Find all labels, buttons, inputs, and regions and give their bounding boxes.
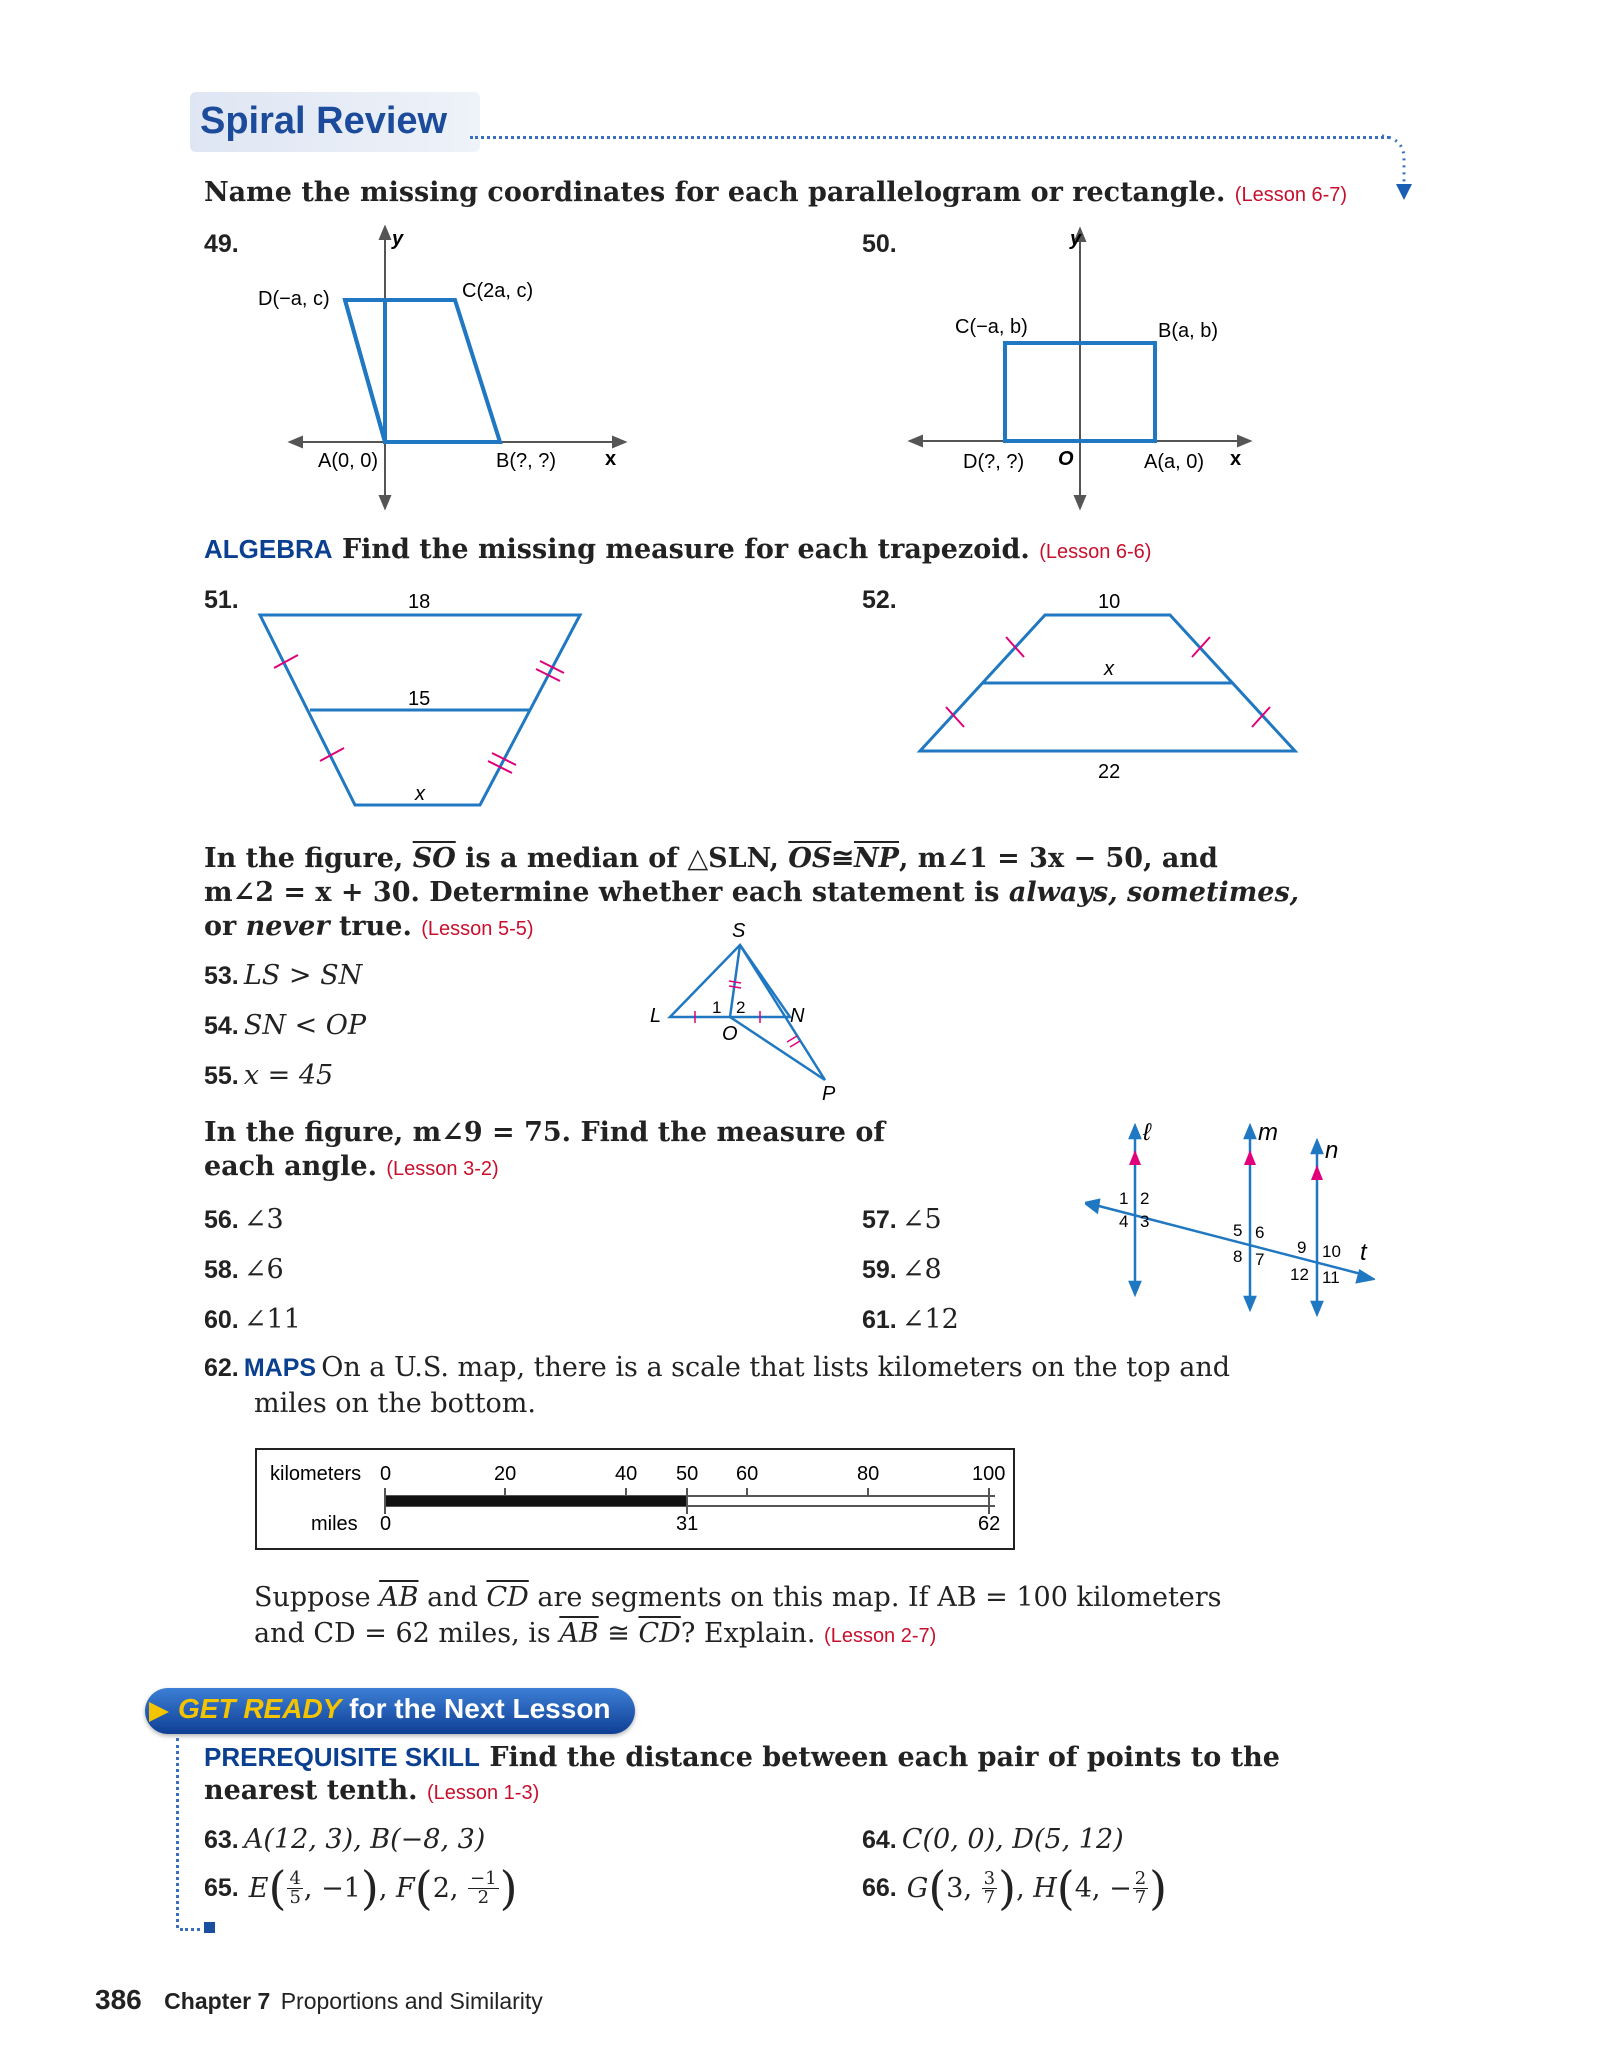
point-H: H bbox=[1033, 1872, 1057, 1904]
text: nearest tenth. bbox=[204, 1775, 418, 1806]
segment-NP: $\overline{NP}$ bbox=[854, 843, 899, 874]
problem-text: miles on the bottom. bbox=[254, 1388, 536, 1419]
problem-text: LS > SN bbox=[243, 960, 363, 991]
problem-number: 54. bbox=[204, 1012, 239, 1040]
parallel-lines-figure bbox=[1085, 1120, 1375, 1320]
prereq-line1 bbox=[204, 1740, 1280, 1775]
problem-number: 60. bbox=[204, 1306, 239, 1334]
text: , m∠1 = 3x − 50, and bbox=[898, 843, 1218, 874]
angle-label: 9 bbox=[1297, 1238, 1307, 1257]
angles-text-line2 bbox=[204, 1150, 499, 1186]
get-ready-dotted-end bbox=[180, 1928, 200, 1931]
lesson-ref: (Lesson 6-7) bbox=[1234, 184, 1348, 206]
get-ready-dotted-rule bbox=[176, 1738, 179, 1928]
chapter-title: Proportions and Similarity bbox=[280, 1988, 543, 2014]
mi-tick-label: 62 bbox=[978, 1513, 1001, 1535]
paren-close: ) bbox=[998, 1861, 1017, 1915]
text: ? Explain. bbox=[680, 1618, 816, 1649]
angle-1-label: 1 bbox=[712, 998, 722, 1017]
text: never bbox=[245, 911, 330, 942]
text: and bbox=[427, 1582, 478, 1613]
line-n-label: n bbox=[1325, 1137, 1339, 1164]
maps-question-line1 bbox=[254, 1582, 1222, 1613]
angle-label: 2 bbox=[1140, 1189, 1150, 1208]
lesson-ref: (Lesson 2-7) bbox=[824, 1625, 937, 1647]
mi-tick-label: 0 bbox=[380, 1513, 392, 1535]
problem-text: ∠3 bbox=[243, 1204, 284, 1235]
triangle-median-figure bbox=[640, 915, 870, 1105]
axis-x-label: x bbox=[605, 448, 617, 470]
problem-number: 66. bbox=[862, 1873, 897, 1902]
denominator: 7 bbox=[1134, 1886, 1147, 1908]
segment-CD: $\overline{CD}$ bbox=[638, 1618, 681, 1649]
spiral-dotted-rule bbox=[470, 136, 1390, 139]
lesson-ref: (Lesson 3-2) bbox=[386, 1158, 499, 1180]
kilometers-label: kilometers bbox=[270, 1463, 362, 1485]
coordinate: −1 bbox=[321, 1872, 361, 1904]
problem-number: 62. bbox=[204, 1354, 239, 1382]
numerator: 2 bbox=[1134, 1867, 1147, 1889]
problem-61 bbox=[862, 1304, 959, 1335]
text: m∠2 = x + 30. Determine whether each statement is bbox=[204, 877, 1000, 908]
chapter-label: Chapter 7 bbox=[164, 1988, 271, 2014]
point-P-label: P bbox=[822, 1083, 836, 1105]
trapezoid-top-label: 10 bbox=[1098, 591, 1121, 613]
problem-62 bbox=[204, 1352, 1230, 1383]
get-ready-title bbox=[178, 1693, 611, 1725]
angle-label: 3 bbox=[1140, 1212, 1150, 1231]
coordinate: 4 bbox=[1074, 1872, 1092, 1904]
problem-54 bbox=[204, 1010, 366, 1041]
spiral-instruction: Name the missing coordinates for each parallelogram or rectangle. bbox=[204, 177, 1226, 208]
km-tick-label: 80 bbox=[857, 1463, 880, 1485]
angle-label: 1 bbox=[1119, 1189, 1129, 1208]
trapezoid-51-figure bbox=[250, 585, 600, 815]
point-D-label: D(?, ?) bbox=[963, 451, 1025, 473]
trapezoid-bottom-label: 22 bbox=[1098, 761, 1121, 783]
denominator: 5 bbox=[289, 1886, 301, 1908]
text: is a median of △SLN, bbox=[465, 843, 779, 874]
minus-sign: − bbox=[1109, 1872, 1132, 1904]
vertex-N-label: N bbox=[790, 1005, 805, 1027]
map-scale-figure bbox=[255, 1448, 1015, 1550]
miles-label: miles bbox=[311, 1513, 358, 1535]
problem-text: On a U.S. map, there is a scale that lists kilometers on the top and bbox=[321, 1352, 1230, 1383]
banner-arrow-icon bbox=[147, 1700, 171, 1724]
mi-tick-label: 31 bbox=[676, 1513, 699, 1535]
line-t-label: t bbox=[1360, 1239, 1367, 1266]
vertex-S-label: S bbox=[732, 920, 746, 942]
paren-open: ( bbox=[928, 1861, 947, 1915]
text: or bbox=[204, 911, 237, 942]
problem-text: x = 45 bbox=[243, 1060, 334, 1091]
angle-label: 8 bbox=[1233, 1247, 1243, 1266]
km-tick-label: 20 bbox=[494, 1463, 517, 1485]
midsegment-label: 15 bbox=[408, 688, 431, 710]
trapezoid-top-label: 18 bbox=[408, 591, 431, 613]
numerator: −1 bbox=[470, 1867, 497, 1889]
axis-y-label: y bbox=[392, 228, 404, 250]
paren-open: ( bbox=[1056, 1861, 1075, 1915]
point-A-label: A(0, 0) bbox=[318, 450, 379, 472]
problem-number: 61. bbox=[862, 1306, 897, 1334]
fraction bbox=[1133, 1867, 1148, 1908]
fraction bbox=[287, 1867, 302, 1908]
km-tick-label: 40 bbox=[615, 1463, 638, 1485]
angle-2-label: 2 bbox=[736, 998, 746, 1017]
text: and CD = 62 miles, is bbox=[254, 1618, 551, 1649]
denominator: 7 bbox=[983, 1886, 996, 1908]
text: always, sometimes, bbox=[1008, 877, 1300, 908]
text: Find the distance between each pair of points to the bbox=[489, 1742, 1280, 1773]
problem-text: SN < OP bbox=[243, 1010, 367, 1041]
page-number: 386 bbox=[95, 1984, 142, 2015]
congruent-symbol: ≅ bbox=[831, 843, 854, 874]
prereq-line2 bbox=[204, 1774, 539, 1810]
midsegment-label: x bbox=[1104, 658, 1114, 680]
problem-63 bbox=[204, 1824, 485, 1855]
lesson-ref: (Lesson 1-3) bbox=[426, 1782, 540, 1804]
get-ready-square-icon bbox=[204, 1922, 215, 1933]
problem-56 bbox=[204, 1204, 284, 1235]
fraction bbox=[982, 1867, 997, 1908]
numerator: 4 bbox=[289, 1867, 301, 1889]
banner-get-ready: GET READY bbox=[178, 1693, 342, 1724]
km-tick-label: 50 bbox=[676, 1463, 699, 1485]
problem-53 bbox=[204, 960, 362, 991]
algebra-instruction: Find the missing measure for each trapezoid. bbox=[341, 534, 1030, 565]
angle-label: 7 bbox=[1255, 1250, 1265, 1269]
paren-close: ) bbox=[1149, 1861, 1168, 1915]
problem-text: ∠12 bbox=[901, 1304, 959, 1335]
median-text-line2 bbox=[204, 876, 1299, 910]
problem-number: 64. bbox=[862, 1826, 897, 1854]
point-B-label: B(?, ?) bbox=[496, 450, 557, 472]
problem-number: 59. bbox=[862, 1256, 897, 1284]
text: In the figure, bbox=[204, 843, 404, 874]
paren-open: ( bbox=[268, 1861, 287, 1915]
point-A-label: A(a, 0) bbox=[1144, 451, 1205, 473]
problem-number: 65. bbox=[204, 1873, 239, 1902]
problem-57 bbox=[862, 1204, 942, 1235]
problem-number: 49. bbox=[204, 230, 239, 258]
problem-text: ∠11 bbox=[243, 1304, 301, 1335]
maps-question-line2 bbox=[254, 1618, 936, 1649]
problem-text: ∠5 bbox=[901, 1204, 942, 1235]
line-m-label: m bbox=[1258, 1120, 1278, 1146]
segment-AB: $\overline{AB}$ bbox=[379, 1582, 419, 1613]
problem-number: 56. bbox=[204, 1206, 239, 1234]
point-C-label: C(2a, c) bbox=[462, 280, 534, 302]
problem-number: 51. bbox=[204, 586, 239, 614]
median-text-line3 bbox=[204, 910, 534, 946]
km-tick-label: 60 bbox=[736, 1463, 759, 1485]
segment-OS: $\overline{OS}$ bbox=[788, 843, 832, 874]
problem-number: 50. bbox=[862, 230, 897, 258]
spiral-review-title: Spiral Review bbox=[200, 100, 448, 142]
rectangle-figure bbox=[900, 225, 1280, 515]
problem-55 bbox=[204, 1060, 333, 1091]
angle-label: 4 bbox=[1119, 1212, 1129, 1231]
paren-close: ) bbox=[499, 1861, 518, 1915]
lesson-ref: (Lesson 6-6) bbox=[1039, 541, 1152, 563]
angle-label: 5 bbox=[1233, 1221, 1243, 1240]
trapezoid-bottom-label: x bbox=[415, 783, 425, 805]
segment-CD: $\overline{CD}$ bbox=[486, 1582, 529, 1613]
point-B-label: B(a, b) bbox=[1158, 320, 1219, 342]
problem-60 bbox=[204, 1304, 301, 1335]
text: true. bbox=[338, 911, 412, 942]
problem-number: 63. bbox=[204, 1826, 239, 1854]
angles-text-line1: In the figure, m∠9 = 75. Find the measure of bbox=[204, 1117, 885, 1148]
maps-tag: MAPS bbox=[243, 1354, 317, 1382]
problem-number: 52. bbox=[862, 586, 897, 614]
spiral-dotted-arrow bbox=[1380, 134, 1420, 204]
angle-label: 6 bbox=[1255, 1223, 1265, 1242]
problem-58 bbox=[204, 1254, 284, 1285]
problem-number: 57. bbox=[862, 1206, 897, 1234]
text: are segments on this map. If AB = 100 kilometers bbox=[537, 1582, 1222, 1613]
point-G: G bbox=[906, 1872, 929, 1904]
problem-66: 66. G ( 3 , $\frac{3}{7}$ ) , H ( 4 , − $\frac{2}{7}$ ) bbox=[862, 1861, 1168, 1915]
text: each angle. bbox=[204, 1151, 377, 1182]
axis-y-label: y bbox=[1070, 228, 1082, 250]
point-C-label: C(−a, b) bbox=[955, 316, 1028, 338]
problem-text: ∠6 bbox=[243, 1254, 284, 1285]
algebra-instruction-line bbox=[204, 532, 1151, 569]
congruent-symbol: ≅ bbox=[607, 1618, 630, 1649]
origin-label: O bbox=[1058, 448, 1074, 470]
trapezoid-52-figure bbox=[910, 585, 1310, 785]
point-O-label: O bbox=[722, 1023, 738, 1045]
problem-text: C(0, 0), D(5, 12) bbox=[901, 1824, 1124, 1855]
banner-next-lesson: for the Next Lesson bbox=[349, 1693, 611, 1724]
denominator: 2 bbox=[477, 1886, 490, 1908]
problem-number: 55. bbox=[204, 1062, 239, 1090]
paren-open: ( bbox=[414, 1861, 433, 1915]
prereq-tag: PREREQUISITE SKILL bbox=[204, 1742, 480, 1772]
problem-64 bbox=[862, 1824, 1124, 1855]
angle-label: 10 bbox=[1322, 1242, 1341, 1261]
angle-label: 11 bbox=[1322, 1268, 1340, 1287]
axis-x-label: x bbox=[1230, 448, 1242, 470]
angle-label: 12 bbox=[1290, 1265, 1309, 1284]
paren-close: ) bbox=[360, 1861, 379, 1915]
vertex-L-label: L bbox=[650, 1005, 662, 1027]
spiral-instruction-line bbox=[204, 176, 1347, 212]
problem-59 bbox=[862, 1254, 942, 1285]
problem-text: ∠8 bbox=[901, 1254, 942, 1285]
numerator: 3 bbox=[983, 1867, 996, 1889]
fraction bbox=[468, 1867, 499, 1908]
km-tick-label: 0 bbox=[380, 1463, 392, 1485]
problem-text: A(12, 3), B(−8, 3) bbox=[243, 1824, 486, 1855]
point-E: E bbox=[248, 1872, 269, 1904]
algebra-tag: ALGEBRA bbox=[204, 534, 333, 564]
coordinate: 2 bbox=[432, 1872, 450, 1904]
problem-number: 58. bbox=[204, 1256, 239, 1284]
km-tick-label: 100 bbox=[972, 1463, 1006, 1485]
median-text-line1 bbox=[204, 842, 1218, 876]
segment-AB: $\overline{AB}$ bbox=[559, 1618, 599, 1649]
lesson-ref: (Lesson 5-5) bbox=[421, 918, 534, 940]
segment-SO: $\overline{SO}$ bbox=[412, 843, 456, 874]
parallelogram-figure bbox=[240, 225, 640, 515]
page-footer bbox=[95, 1984, 543, 2016]
problem-number: 53. bbox=[204, 962, 239, 990]
text: Suppose bbox=[254, 1582, 371, 1613]
line-l-label: ℓ bbox=[1143, 1120, 1151, 1146]
point-F: F bbox=[396, 1872, 415, 1904]
problem-65: 65. E ( $\frac{4}{5}$ , −1 ) , F ( 2 , $\frac{-1}{2}$ ) bbox=[204, 1861, 518, 1915]
point-D-label: D(−a, c) bbox=[258, 288, 330, 310]
coordinate: 3 bbox=[946, 1872, 964, 1904]
